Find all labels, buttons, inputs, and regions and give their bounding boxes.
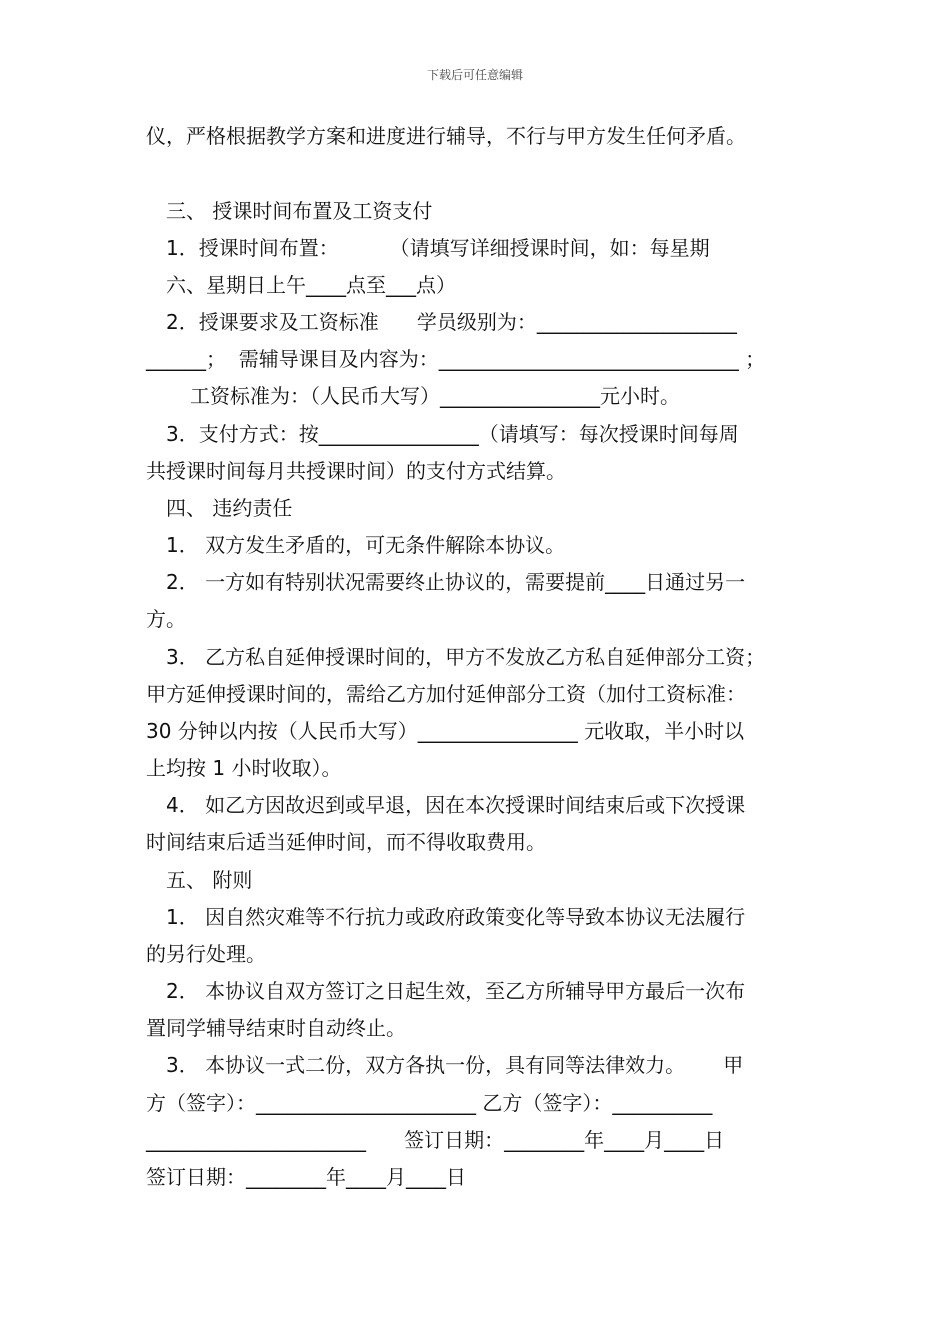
section-heading: 五、 附则 xyxy=(166,868,253,892)
text-line: 方。 xyxy=(146,607,186,631)
text-line: 2．授课要求及工资标准 学员级别为：____________________ xyxy=(166,310,737,334)
text-line: 3． 乙方私自延伸授课时间的，甲方不发放乙方私自延伸部分工资； xyxy=(166,645,766,669)
text-line: 4． 如乙方因故迟到或早退，因在本次授课时间结束后或下次授课 xyxy=(166,793,746,817)
section-heading: 四、 违约责任 xyxy=(166,496,293,520)
text-line: 时间结束后适当延伸时间，而不得收取费用。 xyxy=(146,830,546,854)
page-header: 下载后可任意编辑 xyxy=(426,68,523,82)
text-line: 六、星期日上午____点至___点） xyxy=(166,273,456,297)
text-line: 3．支付方式：按________________（请填写：每次授课时间每周 xyxy=(166,422,739,446)
text-line: 2． 本协议自双方签订之日起生效，至乙方所辅导甲方最后一次布 xyxy=(166,979,746,1003)
text-line: 1． 因自然灾难等不行抗力或政府政策变化等导致本协议无法履行 xyxy=(166,905,746,929)
text-line: 1．授课时间布置： （请填写详细授课时间，如：每星期 xyxy=(166,236,710,260)
text-line: 3． 本协议一式二份，双方各执一份，具有同等法律效力。 甲 xyxy=(166,1053,744,1077)
text-line: 的另行处理。 xyxy=(146,942,266,966)
text-line: ______； 需辅导课目及内容为：______________________________ ； xyxy=(146,347,766,371)
text-line: 30 分钟以内按（人民币大写）________________ 元收取，半小时以 xyxy=(146,719,745,743)
text-line: 2． 一方如有特别状况需要终止协议的，需要提前____日通过另一 xyxy=(166,570,746,594)
section-heading: 三、 授课时间布置及工资支付 xyxy=(166,199,433,223)
text-line: 1． 双方发生矛盾的，可无条件解除本协议。 xyxy=(166,533,566,557)
signature-line: ______________________ 签订日期：________年____月____日 xyxy=(146,1128,725,1152)
text-line: 工资标准为：（人民币大写）________________元小时。 xyxy=(190,384,680,408)
signature-line: 方（签字）：______________________ 乙方（签字）：__________ xyxy=(146,1091,713,1115)
text-line: 上均按 1 小时收取）。 xyxy=(146,756,342,780)
text-line: 共授课时间每月共授课时间）的支付方式结算。 xyxy=(146,459,566,483)
signature-line: 签订日期：________年____月____日 xyxy=(146,1165,466,1189)
text-line: 甲方延伸授课时间的，需给乙方加付延伸部分工资（加付工资标准： xyxy=(146,682,746,706)
text-line: 置同学辅导结束时自动终止。 xyxy=(146,1016,406,1040)
text-line: 仪，严格根据教学方案和进度进行辅导，不行与甲方发生任何矛盾。 xyxy=(146,124,746,148)
